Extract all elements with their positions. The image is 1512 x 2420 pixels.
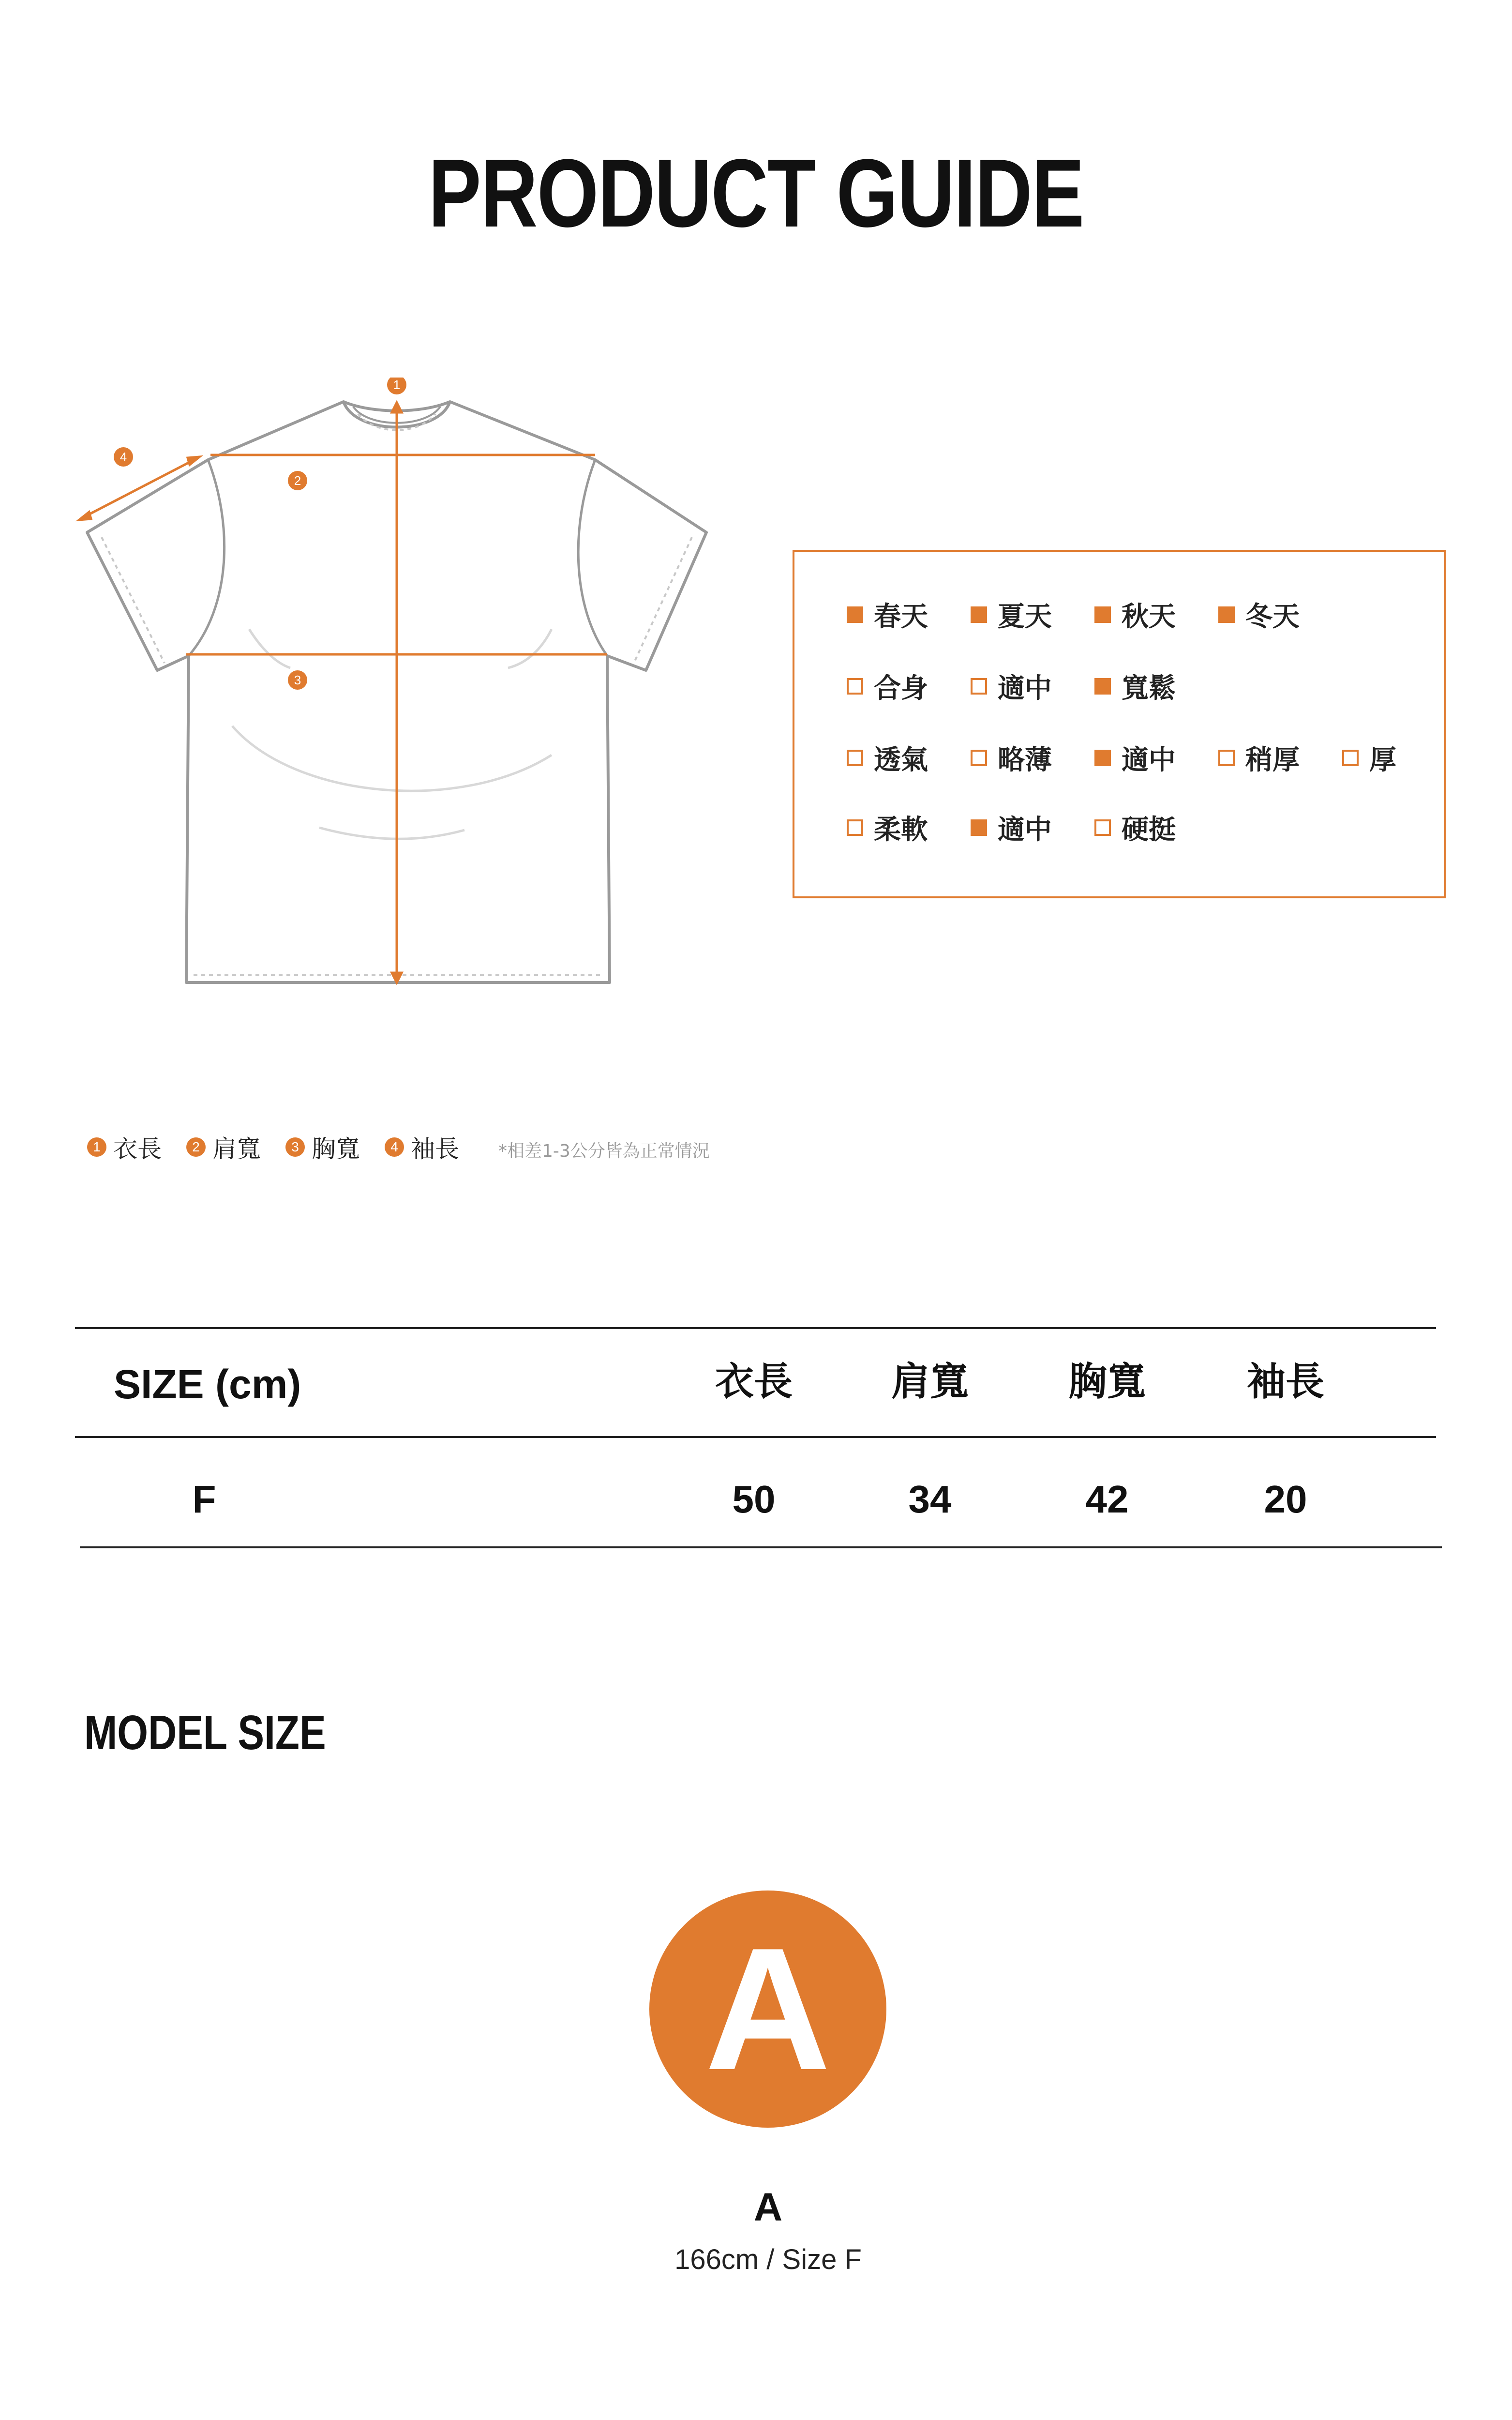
page-title: PRODUCT GUIDE — [428, 139, 1084, 247]
option-autumn: 秋天 — [1094, 595, 1176, 634]
table-header-rule — [75, 1436, 1436, 1438]
checkbox-icon — [971, 819, 987, 836]
table-cell: 20 — [1264, 1478, 1307, 1521]
column-header-shoulder: 肩寬 — [891, 1359, 969, 1404]
option-fitted: 合身 — [847, 667, 928, 706]
option-medium: 適中 — [1094, 739, 1176, 777]
svg-text:4: 4 — [120, 450, 127, 464]
checkbox-icon — [971, 750, 987, 766]
attribute-box — [793, 550, 1446, 898]
tolerance-note: *相差1-3公分皆為正常情況 — [498, 1141, 710, 1161]
option-slightly-thick: 稍厚 — [1218, 739, 1300, 777]
legend-item: 4 袖長 — [385, 1128, 459, 1166]
checkbox-icon — [971, 678, 987, 695]
checkbox-icon — [971, 606, 987, 623]
legend-item: 3 胸寬 — [285, 1128, 360, 1166]
svg-text:3: 3 — [294, 673, 301, 687]
marker-3 — [288, 670, 307, 690]
table-cell: 34 — [908, 1478, 952, 1521]
table-bottom-rule — [80, 1546, 1442, 1548]
option-thin: 略薄 — [971, 739, 1052, 777]
checkbox-icon — [1218, 606, 1235, 623]
option-loose: 寬鬆 — [1094, 667, 1176, 706]
checkbox-icon — [847, 678, 863, 695]
option-regular: 適中 — [971, 667, 1052, 706]
column-header-chest: 胸寬 — [1068, 1359, 1146, 1404]
checkbox-icon — [847, 750, 863, 766]
option-medium-texture: 適中 — [971, 808, 1052, 847]
size-header-label: SIZE (cm) — [114, 1361, 301, 1407]
option-spring: 春天 — [847, 595, 928, 634]
option-thick: 厚 — [1342, 739, 1396, 777]
table-row-size: F — [192, 1478, 216, 1521]
checkbox-icon — [1218, 750, 1235, 766]
column-header-sleeve: 袖長 — [1247, 1359, 1324, 1404]
checkbox-icon — [1094, 678, 1111, 695]
model-badge: A — [649, 1891, 886, 2128]
column-header-length: 衣長 — [715, 1359, 793, 1404]
svg-text:1: 1 — [393, 378, 401, 392]
legend-item: 1 衣長 — [87, 1128, 162, 1166]
checkbox-icon — [1094, 750, 1111, 766]
table-cell: 42 — [1085, 1478, 1129, 1521]
marker-2 — [288, 471, 307, 490]
model-size-title: MODEL SIZE — [84, 1706, 326, 1760]
option-stiff: 硬挺 — [1094, 808, 1176, 847]
checkbox-icon — [1342, 750, 1359, 766]
checkbox-icon — [847, 819, 863, 836]
option-summer: 夏天 — [971, 595, 1052, 634]
table-cell: 50 — [732, 1478, 776, 1521]
option-winter: 冬天 — [1218, 595, 1300, 634]
checkbox-icon — [847, 606, 863, 623]
table-top-rule — [75, 1327, 1436, 1329]
checkbox-icon — [1094, 606, 1111, 623]
option-breathable: 透氣 — [847, 739, 928, 777]
legend-item: 2 肩寬 — [186, 1128, 261, 1166]
model-info: 166cm / Size F — [674, 2244, 862, 2275]
marker-4 — [114, 447, 133, 467]
checkbox-icon — [1094, 819, 1111, 836]
marker-1 — [387, 378, 406, 394]
model-name: A — [753, 2185, 783, 2229]
svg-text:2: 2 — [294, 473, 301, 488]
option-soft: 柔軟 — [847, 808, 928, 847]
tshirt-measurement-diagram — [73, 378, 750, 1007]
